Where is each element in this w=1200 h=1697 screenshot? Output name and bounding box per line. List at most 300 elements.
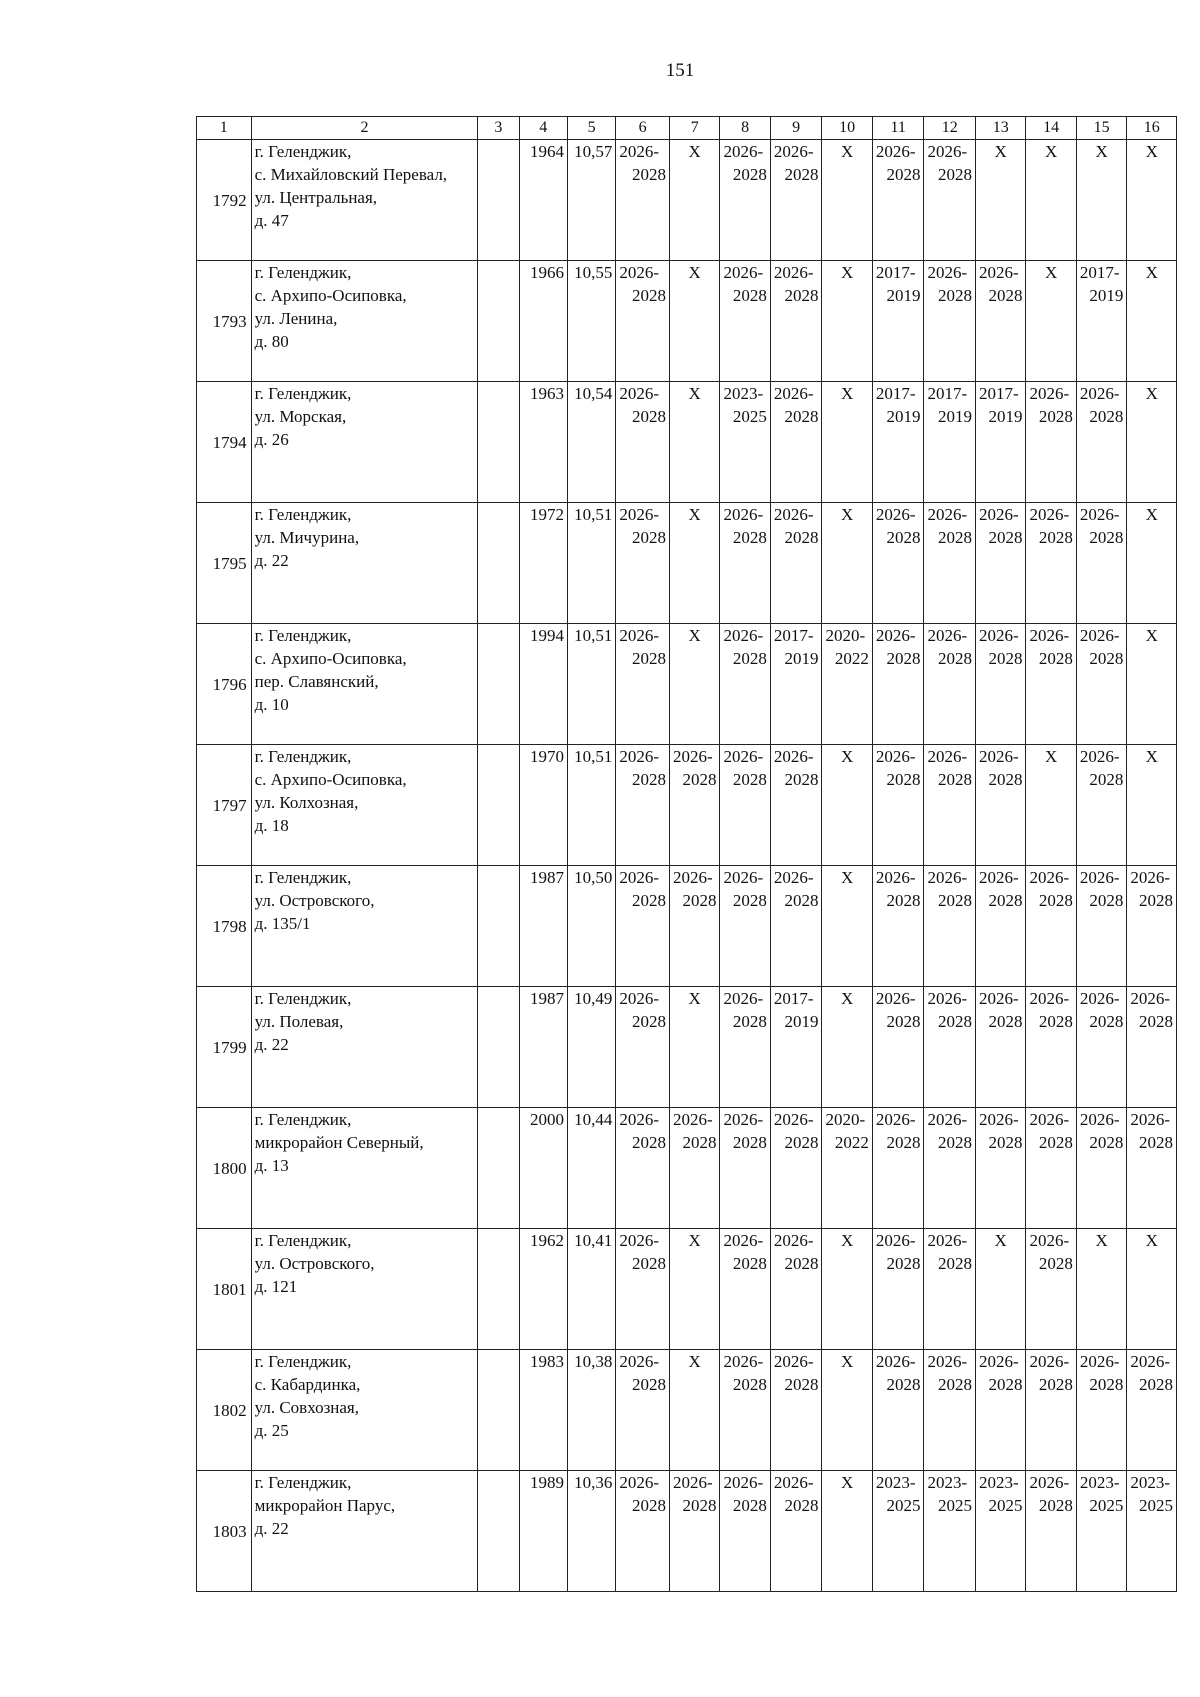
period-end: 2028 [1038,407,1073,426]
work-period-cell [669,1471,719,1592]
period-end: 2028 [1038,1012,1073,1031]
period-end: 2028 [784,891,819,910]
column-3-cell [478,503,519,624]
value-cell: 10,51 [567,503,615,624]
work-period-cell: X [975,140,1025,261]
period-end: 2028 [784,770,819,789]
work-period-cell [616,1108,670,1229]
work-period-cell: X [822,866,872,987]
column-3-cell [478,624,519,745]
period-start: 2026- [773,505,814,524]
work-period-cell [770,503,822,624]
address-line: ул. Совхозная, [254,1398,359,1417]
period-start: 2026- [875,1231,916,1250]
period-start: 2017- [1079,263,1120,282]
period-end: 2028 [631,1254,666,1273]
period-start: 2026- [1029,1231,1070,1250]
address-line: г. Геленджик, [254,263,352,282]
work-period-cell [1127,987,1177,1108]
work-period-cell: X [822,140,872,261]
address-line: ул. Колхозная, [254,793,359,812]
period-end: 2028 [1038,1496,1073,1515]
work-period-cell [975,866,1025,987]
period-start: 2026- [773,747,814,766]
address-line: г. Геленджик, [254,868,352,887]
work-period-cell [924,1350,976,1471]
address-cell [251,261,478,382]
row-number: 1793 [197,261,252,382]
period-end: 2028 [1089,1375,1124,1394]
work-period-cell [1026,624,1076,745]
period-start: 2026- [619,263,660,282]
table-row [197,503,1177,624]
year-built-cell: 1994 [519,624,567,745]
table-row [197,1229,1177,1350]
period-start: 2017- [773,989,814,1008]
period-start: 2026- [1029,505,1070,524]
period-end: 2028 [682,770,717,789]
column-3-cell [478,1471,519,1592]
value-cell: 10,41 [567,1229,615,1350]
row-number: 1795 [197,503,252,624]
work-period-cell [924,261,976,382]
work-period-cell [770,1229,822,1350]
period-start: 2017- [875,263,916,282]
period-start: 2026- [927,626,968,645]
period-end: 2028 [732,1012,767,1031]
period-start: 2026- [927,1231,968,1250]
address-cell [251,1350,478,1471]
work-period-cell: X [822,261,872,382]
work-period-cell [1076,624,1126,745]
work-period-cell: X [975,1229,1025,1350]
period-start: 2026- [927,1352,968,1371]
period-start: 2026- [723,989,764,1008]
work-period-cell [1026,382,1076,503]
period-end: 2028 [1038,1254,1073,1273]
period-end: 2025 [1139,1496,1173,1515]
period-start: 2026- [723,1352,764,1371]
work-period-cell [669,745,719,866]
column-number-header: 4 [519,117,567,140]
work-period-cell [1026,987,1076,1108]
column-number-header: 13 [975,117,1025,140]
period-start: 2026- [978,747,1019,766]
period-start: 2026- [619,1473,660,1492]
period-start: 2026- [773,263,814,282]
column-3-cell [478,382,519,503]
period-end: 2028 [988,1133,1023,1152]
work-period-cell: X [1026,745,1076,866]
period-end: 2028 [988,1375,1023,1394]
work-period-cell [770,987,822,1108]
year-built-cell: 1964 [519,140,567,261]
period-start: 2026- [619,868,660,887]
work-period-cell [720,503,770,624]
work-period-cell [1127,1108,1177,1229]
address-line: г. Геленджик, [254,989,352,1008]
page-number: 151 [665,60,695,81]
period-start: 2026- [1079,989,1120,1008]
value-cell: 10,49 [567,987,615,1108]
column-number-header: 10 [822,117,872,140]
address-line: с. Кабардинка, [254,1375,361,1394]
work-period-cell [720,1229,770,1350]
period-start: 2017- [927,384,968,403]
work-period-cell [616,745,670,866]
year-built-cell: 1983 [519,1350,567,1471]
address-line: г. Геленджик, [254,505,352,524]
work-period-cell [770,745,822,866]
value-cell: 10,51 [567,624,615,745]
period-end: 2028 [1089,1133,1124,1152]
work-period-cell [770,140,822,261]
period-start: 2026- [773,142,814,161]
period-end: 2025 [937,1496,972,1515]
period-start: 2026- [1029,1110,1070,1129]
work-period-cell: X [822,382,872,503]
column-3-cell [478,140,519,261]
period-end: 2019 [784,1012,819,1031]
row-number: 1801 [197,1229,252,1350]
work-period-cell [924,1108,976,1229]
period-start: 2026- [927,505,968,524]
work-period-cell [975,1108,1025,1229]
period-start: 2026- [773,384,814,403]
period-end: 2028 [1139,1133,1173,1152]
table-row [197,745,1177,866]
row-number: 1794 [197,382,252,503]
work-period-cell [720,745,770,866]
work-period-cell [1127,866,1177,987]
column-number-header: 12 [924,117,976,140]
column-number-header: 7 [669,117,719,140]
row-number: 1802 [197,1350,252,1471]
work-period-cell [770,624,822,745]
work-period-cell [1076,1350,1126,1471]
period-start: 2017- [773,626,814,645]
work-period-cell [669,866,719,987]
work-period-cell [872,382,924,503]
work-period-cell: X [1076,1229,1126,1350]
period-start: 2026- [672,1110,713,1129]
work-period-cell [720,140,770,261]
period-start: 2017- [978,384,1019,403]
work-period-cell [975,987,1025,1108]
period-end: 2028 [784,1375,819,1394]
period-end: 2028 [1089,1012,1124,1031]
period-start: 2026- [1130,1110,1171,1129]
year-built-cell: 2000 [519,1108,567,1229]
period-start: 2026- [875,989,916,1008]
period-end: 2028 [937,528,972,547]
work-period-cell [770,866,822,987]
period-start: 2026- [875,626,916,645]
period-end: 2028 [1089,770,1124,789]
period-end: 2028 [937,165,972,184]
period-start: 2026- [723,263,764,282]
period-start: 2026- [1029,384,1070,403]
period-end: 2028 [784,1496,819,1515]
address-line: д. 80 [254,332,289,351]
year-built-cell: 1963 [519,382,567,503]
period-end: 2028 [886,1375,921,1394]
period-end: 2028 [682,1496,717,1515]
period-end: 2028 [732,1375,767,1394]
work-period-cell [975,745,1025,866]
row-number: 1796 [197,624,252,745]
period-end: 2028 [1089,649,1124,668]
address-line: д. 22 [254,551,289,570]
period-start: 2026- [1130,868,1171,887]
period-start: 2026- [927,747,968,766]
period-start: 2026- [1029,1473,1070,1492]
period-end: 2028 [631,770,666,789]
work-period-cell: X [822,1471,872,1592]
year-built-cell: 1966 [519,261,567,382]
address-line: с. Архипо-Осиповка, [254,649,407,668]
work-period-cell [616,1350,670,1471]
period-end: 2028 [784,165,819,184]
table-row [197,1471,1177,1592]
table-row [197,140,1177,261]
work-period-cell [1076,503,1126,624]
work-period-cell: X [669,140,719,261]
address-cell [251,1108,478,1229]
work-period-cell: X [1127,140,1177,261]
address-line: ул. Центральная, [254,188,378,207]
row-number: 1799 [197,987,252,1108]
address-line: с. Архипо-Осиповка, [254,286,407,305]
period-end: 2028 [1038,649,1073,668]
work-period-cell: X [669,1229,719,1350]
table-row [197,866,1177,987]
column-number-header: 16 [1127,117,1177,140]
period-start: 2026- [927,989,968,1008]
period-start: 2026- [672,1473,713,1492]
work-period-cell [616,503,670,624]
period-start: 2026- [1029,626,1070,645]
column-number-header: 6 [616,117,670,140]
work-period-cell [1026,1108,1076,1229]
work-period-cell [616,261,670,382]
period-start: 2023- [1130,1473,1171,1492]
address-cell [251,1471,478,1592]
period-end: 2028 [784,1133,819,1152]
period-start: 2026- [1130,1352,1171,1371]
address-cell [251,745,478,866]
period-start: 2026- [723,868,764,887]
period-end: 2028 [937,891,972,910]
work-period-cell [924,866,976,987]
address-line: д. 10 [254,695,289,714]
work-period-cell: X [669,987,719,1108]
period-end: 2028 [732,165,767,184]
address-line: г. Геленджик, [254,384,352,403]
period-end: 2028 [988,528,1023,547]
value-cell: 10,38 [567,1350,615,1471]
period-start: 2026- [723,1231,764,1250]
period-end: 2028 [732,891,767,910]
period-end: 2025 [732,407,767,426]
period-end: 2019 [937,407,972,426]
column-number-header: 8 [720,117,770,140]
work-period-cell [616,1229,670,1350]
period-end: 2028 [631,1012,666,1031]
period-end: 2028 [784,528,819,547]
work-period-cell: X [669,382,719,503]
year-built-cell: 1987 [519,866,567,987]
period-start: 2026- [723,1110,764,1129]
period-start: 2026- [1079,1352,1120,1371]
period-start: 2026- [978,1110,1019,1129]
period-start: 2026- [619,989,660,1008]
period-start: 2026- [619,1110,660,1129]
address-line: г. Геленджик, [254,747,352,766]
address-line: микрорайон Северный, [254,1133,424,1152]
address-line: пер. Славянский, [254,672,379,691]
work-period-cell [720,382,770,503]
column-3-cell [478,261,519,382]
work-period-cell [1076,987,1126,1108]
table-row [197,624,1177,745]
work-period-cell [822,1108,872,1229]
table-row [197,1108,1177,1229]
period-end: 2028 [988,1012,1023,1031]
address-line: д. 121 [254,1277,298,1296]
period-end: 2028 [937,286,972,305]
work-period-cell [872,1471,924,1592]
work-period-cell: X [669,261,719,382]
work-period-cell [720,1350,770,1471]
work-period-cell: X [822,1229,872,1350]
column-number-header: 14 [1026,117,1076,140]
period-start: 2026- [723,142,764,161]
work-period-cell [616,624,670,745]
period-end: 2019 [784,649,819,668]
period-end: 2028 [1038,891,1073,910]
row-number: 1792 [197,140,252,261]
work-period-cell [616,382,670,503]
work-period-cell [872,1229,924,1350]
work-period-cell: X [1127,1229,1177,1350]
period-start: 2026- [619,384,660,403]
address-cell [251,624,478,745]
address-cell [251,140,478,261]
address-line: ул. Полевая, [254,1012,344,1031]
work-period-cell: X [1127,503,1177,624]
work-period-cell [1026,1471,1076,1592]
work-period-cell: X [669,503,719,624]
work-period-cell: X [1026,261,1076,382]
period-end: 2028 [784,286,819,305]
address-cell [251,503,478,624]
period-end: 2019 [886,407,921,426]
period-end: 2028 [1038,1133,1073,1152]
period-start: 2026- [723,505,764,524]
period-start: 2026- [1079,626,1120,645]
work-period-cell [872,503,924,624]
address-line: г. Геленджик, [254,1110,352,1129]
address-cell [251,1229,478,1350]
work-period-cell [616,987,670,1108]
work-period-cell [872,1108,924,1229]
period-start: 2026- [619,1231,660,1250]
address-line: г. Геленджик, [254,1352,352,1371]
period-start: 2026- [1079,505,1120,524]
period-start: 2026- [875,1352,916,1371]
column-number-header: 15 [1076,117,1126,140]
period-start: 2026- [619,1352,660,1371]
period-start: 2026- [1079,868,1120,887]
work-period-cell [616,866,670,987]
period-start: 2026- [1029,868,1070,887]
period-end: 2028 [937,649,972,668]
work-period-cell [1127,1471,1177,1592]
address-line: д. 25 [254,1421,289,1440]
housing-register-table [196,116,1177,1592]
address-line: д. 13 [254,1156,289,1175]
column-number-row [197,117,1177,140]
column-number-header: 11 [872,117,924,140]
period-end: 2028 [937,1133,972,1152]
address-line: с. Архипо-Осиповка, [254,770,407,789]
period-end: 2028 [1038,1375,1073,1394]
year-built-cell: 1989 [519,1471,567,1592]
address-cell [251,382,478,503]
period-end: 2028 [937,1254,972,1273]
address-line: ул. Морская, [254,407,347,426]
work-period-cell [975,624,1025,745]
period-end: 2028 [784,407,819,426]
period-start: 2026- [1130,989,1171,1008]
period-end: 2028 [631,1375,666,1394]
address-line: с. Михайловский Перевал, [254,165,448,184]
period-end: 2028 [1139,1012,1173,1031]
work-period-cell [924,1471,976,1592]
value-cell: 10,54 [567,382,615,503]
period-end: 2028 [631,1496,666,1515]
period-end: 2028 [1089,528,1124,547]
value-cell: 10,44 [567,1108,615,1229]
value-cell: 10,55 [567,261,615,382]
period-start: 2026- [978,263,1019,282]
period-end: 2028 [1089,407,1124,426]
column-number-header: 2 [251,117,478,140]
column-number-header: 5 [567,117,615,140]
address-line: г. Геленджик, [254,1473,352,1492]
work-period-cell [975,261,1025,382]
year-built-cell: 1987 [519,987,567,1108]
column-3-cell [478,1350,519,1471]
period-end: 2028 [988,286,1023,305]
work-period-cell: X [822,745,872,866]
period-end: 2019 [886,286,921,305]
table-row [197,987,1177,1108]
period-end: 2028 [886,649,921,668]
period-end: 2025 [1089,1496,1124,1515]
work-period-cell [1076,382,1126,503]
address-line: д. 47 [254,211,289,230]
period-start: 2023- [978,1473,1019,1492]
work-period-cell [770,382,822,503]
work-period-cell [924,503,976,624]
address-line: г. Геленджик, [254,626,352,645]
period-end: 2028 [937,770,972,789]
period-start: 2026- [773,1473,814,1492]
period-start: 2020- [825,1110,866,1129]
period-start: 2026- [773,1352,814,1371]
